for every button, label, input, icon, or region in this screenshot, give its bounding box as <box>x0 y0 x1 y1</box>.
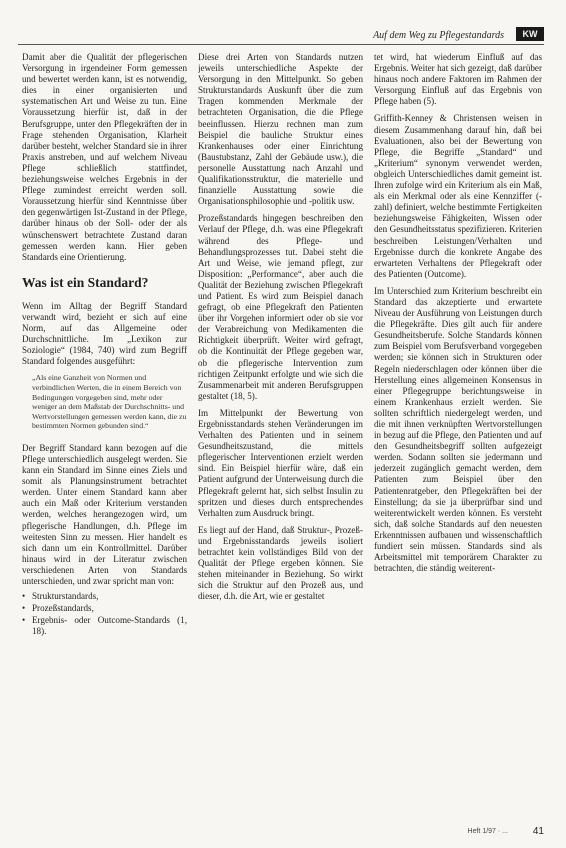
running-title: Auf dem Weg zu Pflegestandards <box>373 30 504 41</box>
issue-reference: Heft 1/97 · ... <box>467 828 508 835</box>
list-item: • Strukturstandards, <box>22 591 187 602</box>
paragraph: tet wird, hat wiederum Einfluß auf das Ergebnis. Weiter hat sich gezeigt, daß darüber hinaus noch andere Faktoren im Rahmen der Versorgung Einfluß auf das Ergebnis von Pflege haben (5). <box>374 52 542 107</box>
paragraph: Diese drei Arten von Standards nutzen jeweils unterschiedliche Aspekte der Versorgung in den Mittelpunkt. So geben Strukturstandards Auskunft über die zum Tragen kommenden Merkmale der betrachteten Organisation, die die Pflege beeinflussen. Hierzu rechnen man zum Beispiel die bauliche Struktur eines Krankenhauses oder einer Einrichtung (Baustubstanz, Zahl der Gebäude usw.), die personelle Ausstattung nach Anzahl und Qualifikationsstruktur, die materielle und finanzielle Ausstattung sowie die Organisationsphilosophie und -politik usw. <box>198 52 363 207</box>
paragraph: Griffith-Kenney & Christensen weisen in diesem Zusammenhang darauf hin, daß bei Evaluationen, also bei der Bewertung von Pflege, die Begriffe „Standard“ und „Kriterium“ synonym verwendet werden, obgleich Unterschiedliches damit gemeint ist. Ihren zufolge wird ein Kriterium als ein Maß, als ein Merkmal oder als eine Kennziffer (-zahl) definiert, welche bestimmte Fertigkeiten beziehungsweise Fähigkeiten, Wissen oder den Gesundheitsstatus spezifizieren. Kriterien beschreiben Leistungen/Verhalten und Ergebnisse durch die konkrete Angabe des erwarteten Verhaltens der Pflegekraft oder des Patienten (Outcome). <box>374 113 542 279</box>
journal-logo: KW <box>516 27 544 41</box>
page-header <box>0 0 566 48</box>
list-item: • Prozeßstandards, <box>22 603 187 614</box>
paragraph: Prozeßstandards hingegen beschreiben den Verlauf der Pflege, d.h. was eine Pflegekraft während des Pflege- und Behandlungsprozesses tut. Dabei steht die Art und Weise, wie jemand pflegt, zur Disposition: „Performance“, aber auch die Qualität der Beziehung zwischen Pflegekraft und Patient. Es wird zum Beispiel danach gefragt, ob eine Pflegekraft den Patienten über ihr Vorgehen informiert oder ob sie vor der Verabreichung von Medikamenten die Richtigkeit überprüft. Weiter wird gefragt, ob die Kontinuität der Pflege gegeben war, ob die pflegerische Intervention zum richtigen Zeitpunkt erfolgte und wie sich die Zusammenarbeit mit anderen Berufsgruppen gestaltet (18, 5). <box>198 213 363 401</box>
paragraph: Der Begriff Standard kann bezogen auf die Pflege unterschiedlich ausgelegt werden. Sie kann ein Standard im Sinne eines Ziels und somit als Planungsinstrument betrachtet werden. Unter einem Standard kann aber auch ein Maß oder Kriterium verstanden werden, welches herangezogen wird, um pflegerische Handlungen, d.h. Pflege im weitesten Sinn zu messen. Hier handelt es sich dann um ein Kontrollmittel. Darüber hinaus wird in der Literatur zwischen verschiedenen Arten von Standards unterschieden, und zwar spricht man von: <box>22 442 187 587</box>
paragraph: Es liegt auf der Hand, daß Struktur-, Prozeß- und Ergebnisstandards jeweils isoliert betrachtet kein vollständiges Bild von der Qualität der Pflege ergeben können. Sie stehen miteinander in Beziehung. So wirkt sich die Struktur auf den Prozeß aus, und dieser, d.h. die Art, wie er gestaltet <box>198 524 363 602</box>
paragraph: Wenn im Alltag der Begriff Standard verwandt wird, bezieht er sich auf eine Norm, auf das Allgemeine oder Durchschnittliche. Im „Lexikon zur Soziologie“ (1984, 740) wird zum Begriff Standard folgendes ausgeführt: <box>22 300 187 367</box>
block-quote: „Als eine Ganzheit von Normen und verbindlichen Werten, die in einem Bereich von Bedingungen vorgegeben sind, mehr oder weniger an dem Maßstab der Durchschnitts- und Wertvorstellungen gemessen werden kann, die zu bestimmten Normen gebunden sind.“ <box>32 373 187 431</box>
paragraph: Im Unterschied zum Kriterium beschreibt ein Standard das akzeptierte und erwartete Niveau der Ausführung von Leistungen durch die Pflegekräfte. Dies gilt auch für andere Gesundheitsberufe. Solche Standards können zum Beispiel vom Berufsverband vorgegeben werden; sie können sich in Strukturen oder Regeln niederschlagen oder können über die Herstellung eines allgemeinen Konsensus in einer Pflegegruppe berichtungsweise in einem Krankenhaus erzielt werden. Sie sollten schriftlich niedergelegt werden, und die mit ihnen verknüpften Wertvorstellungen in bezug auf die Pflege, den Patienten und auf den Gesundheitsbegriff sollten aufgezeigt werden. Sodann sollten sie jedermann und jederzeit zugänglich gemacht werden, dem Patienten zum Beispiel über den Patientenratgeber, den Pflegekräften bei der Einstellung; da sie ja überprüfbar sind und weiterentwickelt werden können. Es versteht sich, daß solche Standards auf den neuesten Erkenntnissen aufbauen und wissenschaftlich fundiert sein müssen. Standards sind als Arbeitsmittel mit temporärem Charakter zu betrachten, die ständig weiterent- <box>374 285 542 574</box>
standards-list <box>22 591 187 637</box>
column-1 <box>22 52 187 818</box>
page-number: 41 <box>532 826 544 837</box>
paragraph: Im Mittelpunkt der Bewertung von Ergebnisstandards stehen Veränderungen im Verhalten des Patienten und in seinem Gesundheitszustand, die mittels pflegerischer Interventionen erzielt werden sind. Ein Beispiel hierfür wäre, daß ein Patient aufgrund der Unterweisung durch die Pflegekraft gelernt hat, sich selbst Insulin zu spritzen und dieses durch entsprechendes Verhalten zum Ausdruck bringt. <box>198 407 363 518</box>
header-rule <box>18 44 544 45</box>
list-item: • Ergebnis- oder Outcome-Standards (1, 18). <box>22 615 187 637</box>
section-heading: Was ist ein Standard? <box>22 274 149 290</box>
paragraph: Damit aber die Qualität der pflegerischen Versorgung in irgendeiner Form gemessen und bewertet werden kann, ist es notwendig, dies in einer organisierten und systematischen Art und Weise zu tun. Eine Voraussetzung hierfür ist, daß in der Berufsgruppe, unter den Pflegekräften der in Frage stehenden Organisation, Klarheit darüber besteht, welcher Standard sie in ihrer Praxis anstreben, und auf welchem Niveau Pflege schließlich stattfindet, beziehungsweise welches Ergebnis in der Pflege zumindest erreicht werden soll. Voraussetzung hierfür sind Kenntnisse über den gegenwärtigen Ist-Zustand in der Pflege, darüber hinaus ob der Soll- oder der als wünschenswert betrachtete Zustand daran gemessen werden kann. Hier geben Standards eine Orientierung. <box>22 52 187 262</box>
column-3 <box>374 52 542 818</box>
column-2 <box>198 52 363 818</box>
